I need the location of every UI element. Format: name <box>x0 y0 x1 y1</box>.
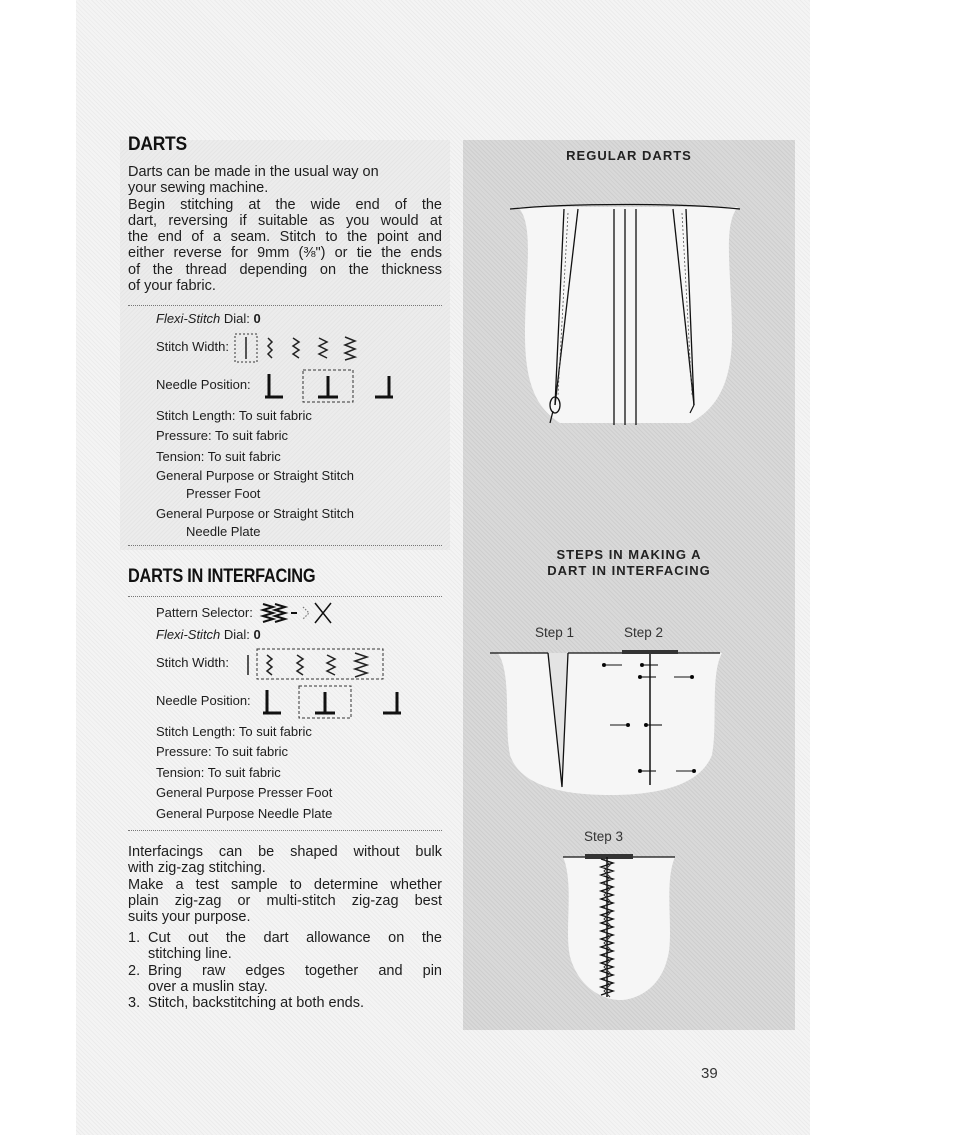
flexi-stitch-setting <box>156 309 411 330</box>
interfacing-machine-settings <box>156 601 411 824</box>
presser-foot-setting-cont: Presser Foot <box>186 486 261 501</box>
step-1-label: Step 1 <box>535 625 575 640</box>
muslin-stay <box>585 854 633 859</box>
regular-darts-illustration <box>510 195 750 435</box>
step-text: Stitch, backstitching at both ends. <box>148 995 365 1012</box>
interfacing-silhouette <box>498 653 722 795</box>
stitch-length-setting: Stitch Length: To suit fabric <box>156 723 312 739</box>
pattern-selector-symbols <box>261 601 341 625</box>
needle-position-setting <box>156 366 411 406</box>
needle-left-icon <box>265 374 283 397</box>
widest-zigzag-icon <box>345 337 355 360</box>
paragraph-line: with zig-zag stitching. <box>128 860 266 877</box>
steps-1-2-illustration <box>490 645 730 805</box>
step-3-illustration <box>555 845 685 1005</box>
medium-zigzag-icon <box>293 338 299 358</box>
tension-setting: Tension: To suit fabric <box>156 764 281 780</box>
needle-plate-setting-cont: Needle Plate <box>186 524 261 539</box>
list-item <box>128 963 442 979</box>
stitch-width-setting <box>156 646 411 682</box>
step-text-cont: over a muslin stay. <box>148 978 268 995</box>
pattern-selector-label: Pattern Selector: <box>156 604 253 620</box>
step-2-label: Step 2 <box>624 625 664 640</box>
needle-position-setting <box>156 682 411 722</box>
needle-right-icon <box>383 692 401 713</box>
regular-darts-caption: REGULAR DARTS <box>566 148 692 163</box>
section-divider <box>128 305 442 306</box>
step-text: Bring raw edges together and pin <box>148 962 442 979</box>
section-divider <box>128 830 442 831</box>
wide-zigzag-icon <box>327 655 335 675</box>
step-text: Cut out the dart allowance on the <box>148 930 442 946</box>
paragraph-line: Make a test sample to determine whether <box>128 876 442 893</box>
darts-machine-settings <box>156 309 411 541</box>
darts-paragraph <box>128 164 442 294</box>
steps-caption-line: DART IN INTERFACING <box>547 563 711 578</box>
needle-left-icon <box>263 690 281 713</box>
page-number: 39 <box>701 1065 718 1082</box>
wide-zigzag-icon <box>319 338 327 358</box>
list-item <box>128 930 442 946</box>
paragraph-line: plain zig-zag or multi-stitch zig-zag best <box>128 892 442 909</box>
presser-foot-setting: General Purpose or Straight Stitch <box>156 468 354 483</box>
paragraph-line: either reverse for 9mm (⅜") or tie the ends <box>128 245 442 262</box>
dial-label: Dial: <box>220 311 254 326</box>
interfacing-steps-list <box>128 930 442 1011</box>
pattern-selector-setting <box>156 601 411 625</box>
paragraph-line: dart, reversing if suitable as you would at <box>128 212 442 229</box>
paragraph-line: suits your purpose. <box>128 909 251 926</box>
dial-label: Dial: <box>220 627 254 642</box>
needle-position-symbols <box>261 368 411 404</box>
interfacing-paragraph <box>128 844 442 925</box>
stitch-width-symbols <box>235 332 375 364</box>
paragraph-line: your sewing machine. <box>128 180 269 197</box>
interfacing-heading: DARTS IN INTERFACING <box>128 566 316 587</box>
stitch-length-setting: Stitch Length: To suit fabric <box>156 407 312 423</box>
needle-position-symbols <box>261 684 411 720</box>
dial-value: 0 <box>253 627 261 642</box>
needle-right-icon <box>375 376 393 397</box>
steps-caption-line: STEPS IN MAKING A <box>556 547 702 562</box>
interfacing-silhouette <box>563 857 675 1000</box>
step-number: 3. <box>128 995 141 1012</box>
pressure-setting: Pressure: To suit fabric <box>156 744 288 759</box>
widest-zigzag-icon <box>355 653 367 677</box>
section-divider <box>128 596 442 597</box>
flexi-stitch-label: Flexi-Stitch <box>156 311 221 326</box>
presser-foot-setting: General Purpose Presser Foot <box>156 785 333 800</box>
stitch-width-symbols <box>243 647 393 681</box>
medium-zigzag-icon <box>297 655 303 675</box>
pressure-setting: Pressure: To suit fabric <box>156 428 288 443</box>
pattern-symbol-icon <box>303 603 331 623</box>
narrow-zigzag-icon <box>267 655 272 675</box>
tension-setting: Tension: To suit fabric <box>156 448 281 464</box>
darts-heading: DARTS <box>128 134 187 155</box>
needle-plate-setting: General Purpose Needle Plate <box>156 805 333 821</box>
needle-center-icon <box>318 376 338 397</box>
dial-value: 0 <box>253 311 261 326</box>
paragraph-line: Darts can be made in the usual way on <box>128 164 379 180</box>
flexi-stitch-setting <box>156 625 411 646</box>
section-divider <box>128 545 442 546</box>
step-text-cont: stitching line. <box>148 946 232 963</box>
paragraph-line: of the thread depending on the thickness <box>128 261 442 278</box>
step-number: 2. <box>128 962 141 979</box>
paragraph-line: the end of a seam. Stitch to the point and <box>128 229 442 246</box>
flexi-stitch-label: Flexi-Stitch <box>156 627 221 642</box>
paragraph-line: of your fabric. <box>128 278 216 295</box>
muslin-stay <box>622 650 678 654</box>
needle-position-label: Needle Position: <box>156 377 251 393</box>
narrow-zigzag-icon <box>268 338 272 358</box>
stitch-width-label: Stitch Width: <box>156 339 229 355</box>
paragraph-line: Interfacings can be shaped without bulk <box>128 844 442 860</box>
stitch-width-label: Stitch Width: <box>156 655 229 671</box>
paragraph-line: Begin stitching at the wide end of the <box>128 196 442 213</box>
stitch-width-setting <box>156 330 411 366</box>
needle-position-label: Needle Position: <box>156 693 251 709</box>
needle-plate-setting: General Purpose or Straight Stitch <box>156 506 354 521</box>
steps-caption <box>463 547 795 579</box>
garment-silhouette <box>518 207 738 423</box>
needle-center-icon <box>315 692 335 713</box>
step-number: 1. <box>128 930 141 946</box>
step-3-label: Step 3 <box>584 829 624 844</box>
multi-zigzag-icon <box>263 604 285 622</box>
list-item <box>128 995 442 1011</box>
